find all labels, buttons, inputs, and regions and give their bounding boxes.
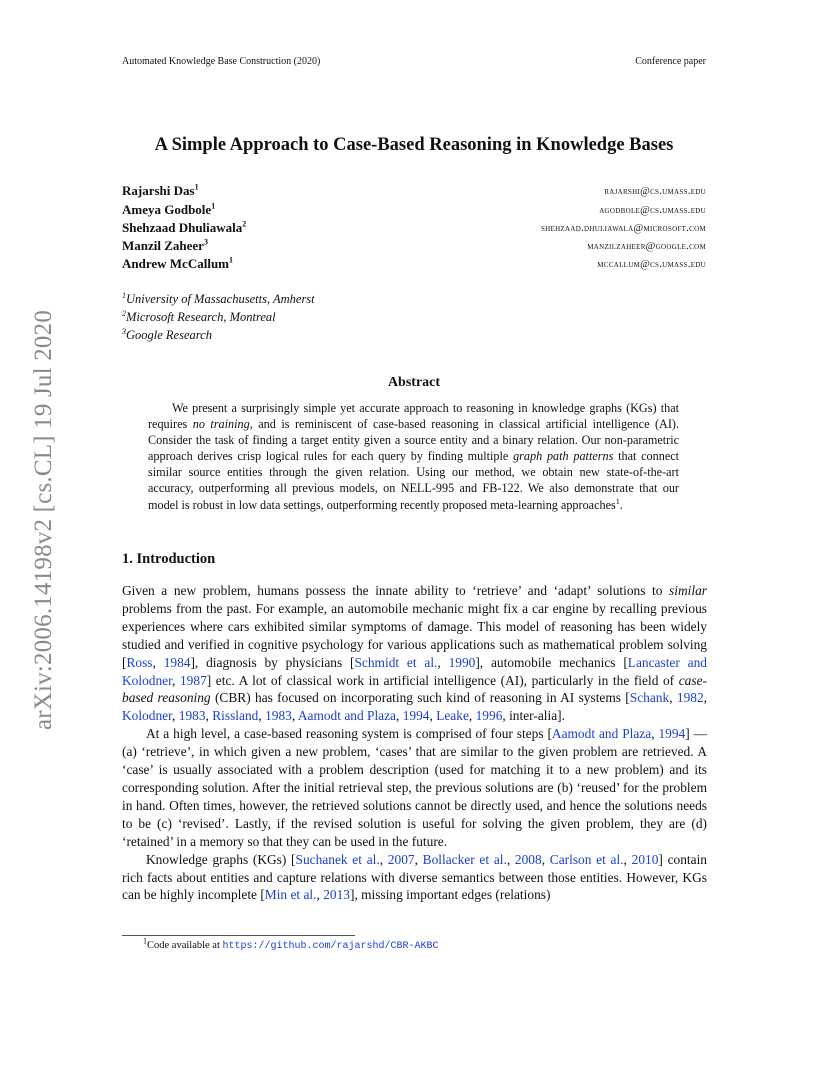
citation-link[interactable]: Lancaster and Kolodner xyxy=(122,654,707,688)
citation-link[interactable]: Min et al. xyxy=(264,887,317,903)
author-name: Manzil Zaheer$^3$ xyxy=(122,237,208,253)
affiliation: $^1$University of Massachusetts, Amherst xyxy=(122,290,315,306)
affiliation: $^3$Google Research xyxy=(122,326,212,342)
author-email: shehzaad.dhuliawala@microsoft.com xyxy=(540,223,706,234)
citation-link[interactable]: 1994 xyxy=(402,708,430,724)
affiliation: $^2$Microsoft Research, Montreal xyxy=(122,308,276,324)
code-url-link[interactable]: https://github.com/rajarshd/CBR-AKBC xyxy=(222,941,439,952)
citation-link[interactable]: Aamodt and Plaza xyxy=(551,726,652,742)
author-name: Rajarshi Das$^1$ xyxy=(122,182,199,198)
citation-link[interactable]: 1982 xyxy=(676,690,704,706)
author-email: mccallum@cs.umass.edu xyxy=(597,259,706,270)
citation-link[interactable]: Aamodt and Plaza xyxy=(297,708,396,724)
introduction-body xyxy=(122,582,707,904)
footnote: $^1$Code available at https://github.com/rajarshd/CBR-AKBC xyxy=(143,936,439,952)
citation-link[interactable]: Kolodner xyxy=(122,708,173,724)
citation-link[interactable]: Carlson et al. xyxy=(549,851,624,867)
citation-link[interactable]: 1983 xyxy=(178,708,206,724)
author-email: rajarshi@cs.umass.edu xyxy=(604,186,706,197)
paragraph: Given a new problem, humans possess the innate ability to ‘retrieve’ and ‘adapt’ solutions to similar problems from the past. For example, an automobile mechanic might fix a car engine by recalling previous experiences where cars exhibited similar symptoms of damage. This model of reasoning has been widely studied and verified in cognitive psychology for various applications such as mathematical problem solving [Ross, 1984], diagnosis by physicians [Schmidt et al., 1990], automobile mechanics [Lancaster and Kolodner, 1987] etc. A lot of classical work in artificial intelligence (AI), particularly in the field of case-based reasoning (CBR) has focused on incorporating such kind of reasoning in AI systems [Schank, 1982, Kolodner, 1983, Rissland, 1983, Aamodt and Plaza, 1994, Leake, 1996, inter-alia]. xyxy=(122,583,708,724)
paper-title: A Simple Approach to Case-Based Reasoning in Knowledge Bases xyxy=(154,135,674,155)
footnote-divider xyxy=(122,935,355,936)
citation-link[interactable]: Schmidt et al. xyxy=(354,654,438,670)
citation-link[interactable]: 2013 xyxy=(323,887,350,903)
citation-link[interactable]: Suchanek et al. xyxy=(295,851,380,867)
citation-link[interactable]: Bollacker et al. xyxy=(422,851,507,867)
citation-link[interactable]: 2010 xyxy=(631,851,659,867)
citation-link[interactable]: Schank xyxy=(629,690,670,706)
citation-link[interactable]: 2007 xyxy=(387,851,415,867)
paragraph: Knowledge graphs (KGs) [Suchanek et al., 2007, Bollacker et al., 2008, Carlson et al., 2010] contain rich facts about entities and capture relations with diverse semantics between those entities. However, KGs can be highly incomplete [Min et al., 2013], missing important edges (relations) xyxy=(122,851,707,903)
footnote-marker: 1 xyxy=(615,496,620,506)
running-header-left: Automated Knowledge Base Construction (2020) xyxy=(122,56,321,67)
author-name: Shehzaad Dhuliawala$^2$ xyxy=(122,219,247,235)
arxiv-identifier-stamp: arXiv:2006.14198v2 [cs.CL] 19 Jul 2020 xyxy=(30,309,57,731)
author-name: Ameya Godbole$^1$ xyxy=(122,201,216,217)
author-email: manzilzaheer@google.com xyxy=(587,241,706,252)
author-email: agodbole@cs.umass.edu xyxy=(599,205,706,216)
abstract-body: We present a surprisingly simple yet accurate approach to reasoning in knowledge graphs (KGs) that requires no training, and is reminiscent of case-based reasoning in classical artificial intelligence (AI). Consider the task of finding a target entity given a source entity and a binary relation. Our non-parametric approach derives crisp logical rules for each query by finding multiple graph path patterns that connect similar source entities through the given relation. Using our method, we obtain new state-of-the-art accuracy, outperforming all previous models, on NELL-995 and FB-122. We also demonstrate that our model is robust in low data settings, outperforming recently proposed meta-learning approaches$^1$. xyxy=(148,401,680,512)
author-name: Andrew McCallum$^1$ xyxy=(122,255,234,271)
citation-link[interactable]: 1987 xyxy=(179,672,207,688)
citation-link[interactable]: Leake xyxy=(436,708,469,724)
paragraph: At a high level, a case-based reasoning system is comprised of four steps [Aamodt and Plaza, 1994] — (a) ‘retrieve’, in which given a new problem, ‘cases’ that are similar to the given problem are retrieved. A ‘case’ is usually associated with a problem description (used for matching it to a new problem) and its corresponding solution. After the initial retrieval step, the previous solutions are (b) ‘reused’ for the problem in hand. Often times, however, the retrieved solutions cannot be directly used, and hence the solutions needs to be (c) ‘revised’. Lastly, if the revised solution is useful for solving the given problem, they are (d) ‘retained’ in a memory so that they can be used in the future. xyxy=(122,726,708,849)
abstract-heading: Abstract xyxy=(387,375,441,390)
running-header-right: Conference paper xyxy=(635,56,706,67)
citation-link[interactable]: 1994 xyxy=(658,726,686,742)
citation-link[interactable]: 2008 xyxy=(514,851,542,867)
citation-link[interactable]: Rissland xyxy=(212,708,259,724)
citation-link[interactable]: Ross xyxy=(126,654,153,670)
citation-link[interactable]: 1990 xyxy=(448,654,476,670)
citation-link[interactable]: 1984 xyxy=(163,654,191,670)
section-heading: 1. Introduction xyxy=(122,551,216,567)
citation-link[interactable]: 1996 xyxy=(475,708,503,724)
citation-link[interactable]: 1983 xyxy=(265,708,292,724)
